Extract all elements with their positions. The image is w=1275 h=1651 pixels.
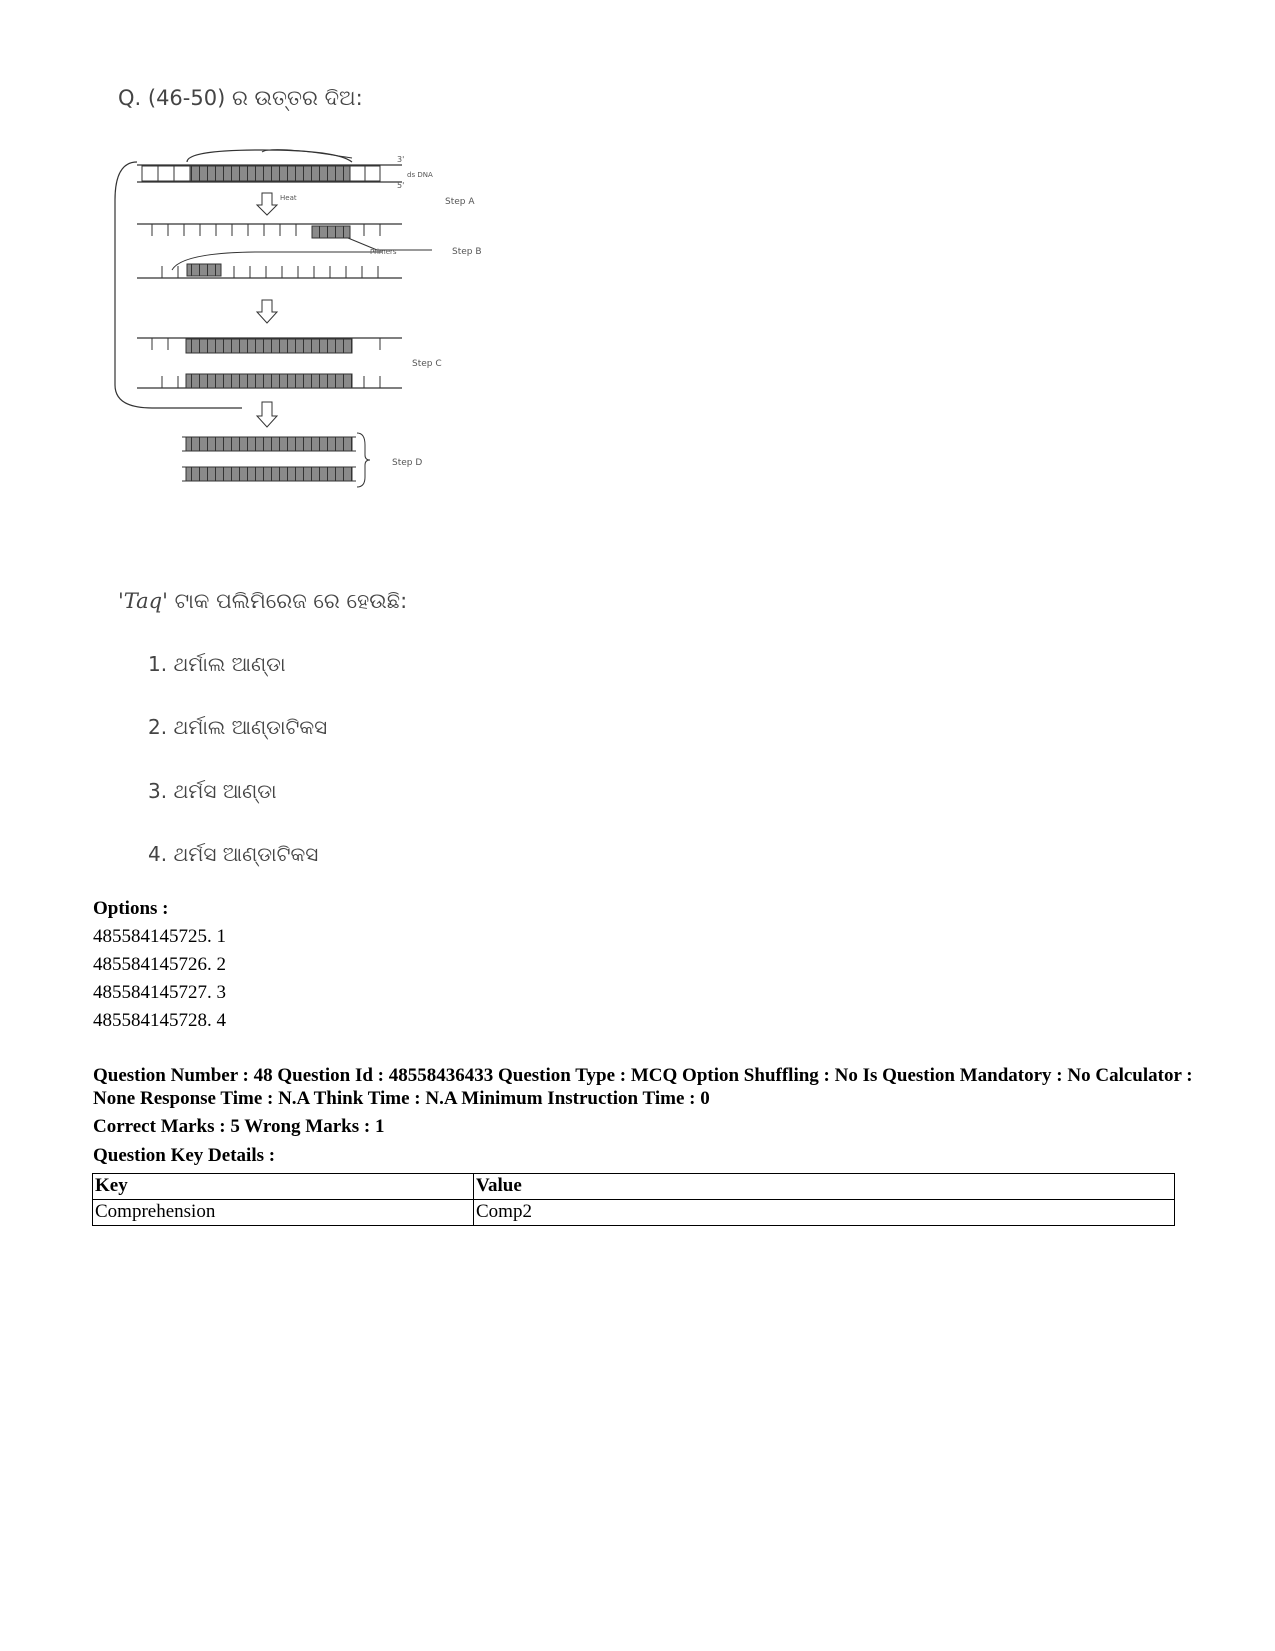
down-arrow-icon — [257, 300, 277, 323]
intro-text: ଟାକ ପଲିମିରେଜ ରେ ହେଉଛି: — [167, 589, 408, 613]
end-label: 3' — [397, 155, 405, 164]
column-header-value: Value — [474, 1174, 1175, 1200]
table-cell-key: Comprehension — [93, 1200, 474, 1226]
statement-item: 1. ଥର୍ମାଲ ଆଣ୍ଡା — [148, 652, 286, 676]
options-heading: Options : — [93, 898, 169, 919]
question-title: Q. (46-50) ର ଉତ୍ତର ଦିଅ: — [118, 86, 363, 110]
down-arrow-icon — [257, 402, 277, 427]
ds-dna-label: ds DNA — [407, 171, 433, 179]
step-a-label: Step A — [445, 197, 475, 207]
column-header-key: Key — [93, 1174, 474, 1200]
statement-item: 3. ଥର୍ମସ ଆଣ୍ଡା — [148, 779, 277, 803]
table-header-row — [93, 1174, 1175, 1200]
option-item: 485584145727. 3 — [93, 982, 226, 1003]
option-item: 485584145728. 4 — [93, 1010, 226, 1031]
down-arrow-icon — [257, 193, 277, 215]
step-b-label: Step B — [452, 247, 482, 257]
statement-item: 4. ଥର୍ମସ ଆଣ୍ଡାଟିକସ — [148, 842, 319, 866]
step-d-products — [182, 433, 370, 487]
question-intro — [118, 589, 407, 614]
key-details-table — [92, 1173, 1175, 1226]
primers-label: Primers — [370, 248, 397, 256]
cycle-loop-line — [115, 162, 242, 408]
step-d-label: Step D — [392, 458, 423, 468]
heat-label: Heat — [280, 194, 297, 202]
key-details-heading: Question Key Details : — [93, 1145, 276, 1166]
table-cell-value: Comp2 — [474, 1200, 1175, 1226]
end-label: 5' — [397, 181, 405, 190]
option-item: 485584145725. 1 — [93, 926, 226, 947]
step-a-dsdna — [137, 150, 405, 182]
question-meta: Question Number : 48 Question Id : 48558436433 Question Type : MCQ Option Shuffling : No Is Question Mandatory : No Calculator : None Response Time : N.A Think Time : N.A Minimum Instruction Time : 0 — [93, 1065, 1193, 1109]
step-c-extension — [137, 338, 402, 388]
pcr-diagram — [112, 140, 512, 520]
taq-term: 'Taq' — [118, 589, 168, 613]
statement-item: 2. ଥର୍ମାଲ ଆଣ୍ଡାଟିକସ — [148, 715, 328, 739]
option-item: 485584145726. 2 — [93, 954, 226, 975]
marks-line: Correct Marks : 5 Wrong Marks : 1 — [93, 1116, 385, 1137]
table-row — [93, 1200, 1175, 1226]
step-c-label: Step C — [412, 359, 442, 369]
